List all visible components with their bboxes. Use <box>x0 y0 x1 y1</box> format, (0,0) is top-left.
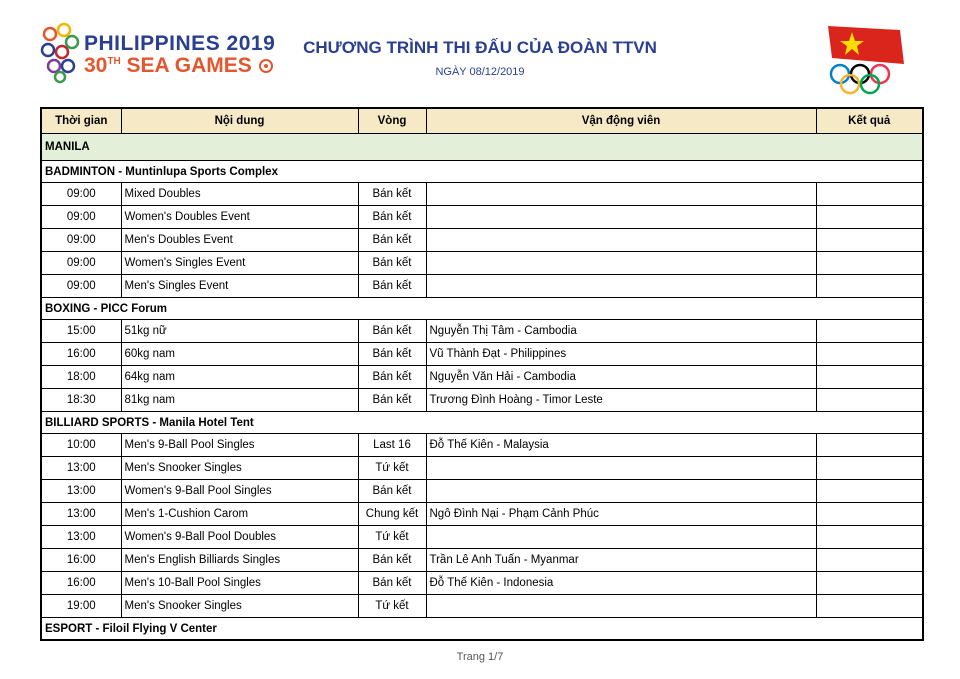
cell-result <box>816 206 923 229</box>
cell-round: Bán kết <box>358 343 426 366</box>
venue-row <box>41 161 923 183</box>
cell-time: 16:00 <box>41 343 121 366</box>
cell-result <box>816 366 923 389</box>
col-header-time: Thời gian <box>41 108 121 134</box>
cell-result <box>816 343 923 366</box>
cell-round: Bán kết <box>358 252 426 275</box>
cell-athlete: Đỗ Thế Kiên - Malaysia <box>426 434 816 457</box>
cell-event: Men's English Billiards Singles <box>121 549 358 572</box>
col-header-athlete: Vận động viên <box>426 108 816 134</box>
cell-time: 13:00 <box>41 457 121 480</box>
cell-result <box>816 275 923 298</box>
cell-event: 64kg nam <box>121 366 358 389</box>
cell-athlete: Đỗ Thế Kiên - Indonesia <box>426 572 816 595</box>
cell-time: 19:00 <box>41 595 121 618</box>
table-row <box>41 480 923 503</box>
city-row <box>41 134 923 161</box>
table-row <box>41 183 923 206</box>
cell-time: 09:00 <box>41 206 121 229</box>
table-row <box>41 229 923 252</box>
cell-round: Bán kết <box>358 366 426 389</box>
cell-time: 16:00 <box>41 549 121 572</box>
venue-row <box>41 298 923 320</box>
cell-round: Bán kết <box>358 183 426 206</box>
schedule-table <box>40 107 924 641</box>
table-row <box>41 457 923 480</box>
cell-round: Chung kết <box>358 503 426 526</box>
cell-athlete <box>426 595 816 618</box>
cell-time: 13:00 <box>41 480 121 503</box>
table-header-row <box>41 108 923 134</box>
cell-athlete <box>426 252 816 275</box>
city-name: MANILA <box>41 134 923 161</box>
cell-athlete: Trương Đình Hoàng - Timor Leste <box>426 389 816 412</box>
vietnam-olympic-logo <box>824 24 910 96</box>
cell-event: Men's 10-Ball Pool Singles <box>121 572 358 595</box>
col-header-round: Vòng <box>358 108 426 134</box>
cell-event: Women's 9-Ball Pool Singles <box>121 480 358 503</box>
venue-row <box>41 618 923 641</box>
logo-subtitle: 30TH SEA GAMES <box>84 54 274 78</box>
cell-round: Bán kết <box>358 389 426 412</box>
cell-time: 16:00 <box>41 572 121 595</box>
cell-time: 09:00 <box>41 275 121 298</box>
cell-round: Bán kết <box>358 275 426 298</box>
venue-name: BADMINTON - Muntinlupa Sports Complex <box>41 161 923 183</box>
cell-athlete: Nguyễn Văn Hải - Cambodia <box>426 366 816 389</box>
cell-event: Men's 9-Ball Pool Singles <box>121 434 358 457</box>
cell-result <box>816 457 923 480</box>
cell-event: Men's Doubles Event <box>121 229 358 252</box>
cell-athlete: Ngô Đình Nại - Phạm Cảnh Phúc <box>426 503 816 526</box>
cell-round: Bán kết <box>358 480 426 503</box>
cell-event: Men's Snooker Singles <box>121 457 358 480</box>
cell-time: 09:00 <box>41 183 121 206</box>
cell-event: Men's Snooker Singles <box>121 595 358 618</box>
table-row <box>41 206 923 229</box>
col-header-event: Nội dung <box>121 108 358 134</box>
venue-name: BILLIARD SPORTS - Manila Hotel Tent <box>41 412 923 434</box>
table-row <box>41 549 923 572</box>
table-row <box>41 252 923 275</box>
cell-result <box>816 549 923 572</box>
venue-name: BOXING - PICC Forum <box>41 298 923 320</box>
table-row <box>41 434 923 457</box>
cell-round: Bán kết <box>358 549 426 572</box>
cell-round: Last 16 <box>358 434 426 457</box>
schedule-date: NGÀY 08/12/2019 <box>435 66 525 78</box>
cell-time: 15:00 <box>41 320 121 343</box>
cell-result <box>816 320 923 343</box>
cell-round: Tứ kết <box>358 526 426 549</box>
table-row <box>41 526 923 549</box>
cell-time: 09:00 <box>41 252 121 275</box>
cell-event: Women's 9-Ball Pool Doubles <box>121 526 358 549</box>
cell-athlete: Nguyễn Thị Tâm - Cambodia <box>426 320 816 343</box>
table-row <box>41 343 923 366</box>
cell-time: 09:00 <box>41 229 121 252</box>
logo-title: PHILIPPINES 2019 <box>84 32 276 55</box>
table-row <box>41 366 923 389</box>
cell-athlete <box>426 183 816 206</box>
cell-time: 18:00 <box>41 366 121 389</box>
col-header-result: Kết quả <box>816 108 923 134</box>
cell-result <box>816 503 923 526</box>
cell-result <box>816 183 923 206</box>
cell-round: Tứ kết <box>358 595 426 618</box>
cell-time: 13:00 <box>41 503 121 526</box>
cell-event: Men's 1-Cushion Carom <box>121 503 358 526</box>
venue-name: ESPORT - Filoil Flying V Center <box>41 618 923 641</box>
cell-result <box>816 526 923 549</box>
cell-athlete <box>426 457 816 480</box>
table-row <box>41 503 923 526</box>
cell-event: Women's Doubles Event <box>121 206 358 229</box>
cell-athlete <box>426 480 816 503</box>
cell-result <box>816 595 923 618</box>
cell-time: 13:00 <box>41 526 121 549</box>
cell-result <box>816 480 923 503</box>
cell-event: Men's Singles Event <box>121 275 358 298</box>
cell-event: Mixed Doubles <box>121 183 358 206</box>
table-row <box>41 320 923 343</box>
cell-event: Women's Singles Event <box>121 252 358 275</box>
table-row <box>41 572 923 595</box>
cell-round: Bán kết <box>358 572 426 595</box>
cell-round: Tứ kết <box>358 457 426 480</box>
cell-time: 10:00 <box>41 434 121 457</box>
cell-event: 81kg nam <box>121 389 358 412</box>
page-number: Trang 1/7 <box>456 651 504 663</box>
cell-athlete <box>426 229 816 252</box>
cell-round: Bán kết <box>358 320 426 343</box>
cell-athlete <box>426 275 816 298</box>
cell-round: Bán kết <box>358 229 426 252</box>
table-row <box>41 389 923 412</box>
cell-event: 51kg nữ <box>121 320 358 343</box>
page-title: CHƯƠNG TRÌNH THI ĐẤU CỦA ĐOÀN TTVN <box>303 38 657 57</box>
cell-athlete <box>426 206 816 229</box>
cell-athlete: Vũ Thành Đạt - Philippines <box>426 343 816 366</box>
cell-athlete: Trần Lê Anh Tuấn - Myanmar <box>426 549 816 572</box>
table-row <box>41 595 923 618</box>
cell-round: Bán kết <box>358 206 426 229</box>
cell-event: 60kg nam <box>121 343 358 366</box>
cell-result <box>816 229 923 252</box>
cell-result <box>816 572 923 595</box>
cell-result <box>816 434 923 457</box>
venue-row <box>41 412 923 434</box>
cell-result <box>816 389 923 412</box>
cell-time: 18:30 <box>41 389 121 412</box>
table-row <box>41 275 923 298</box>
cell-athlete <box>426 526 816 549</box>
cell-result <box>816 252 923 275</box>
